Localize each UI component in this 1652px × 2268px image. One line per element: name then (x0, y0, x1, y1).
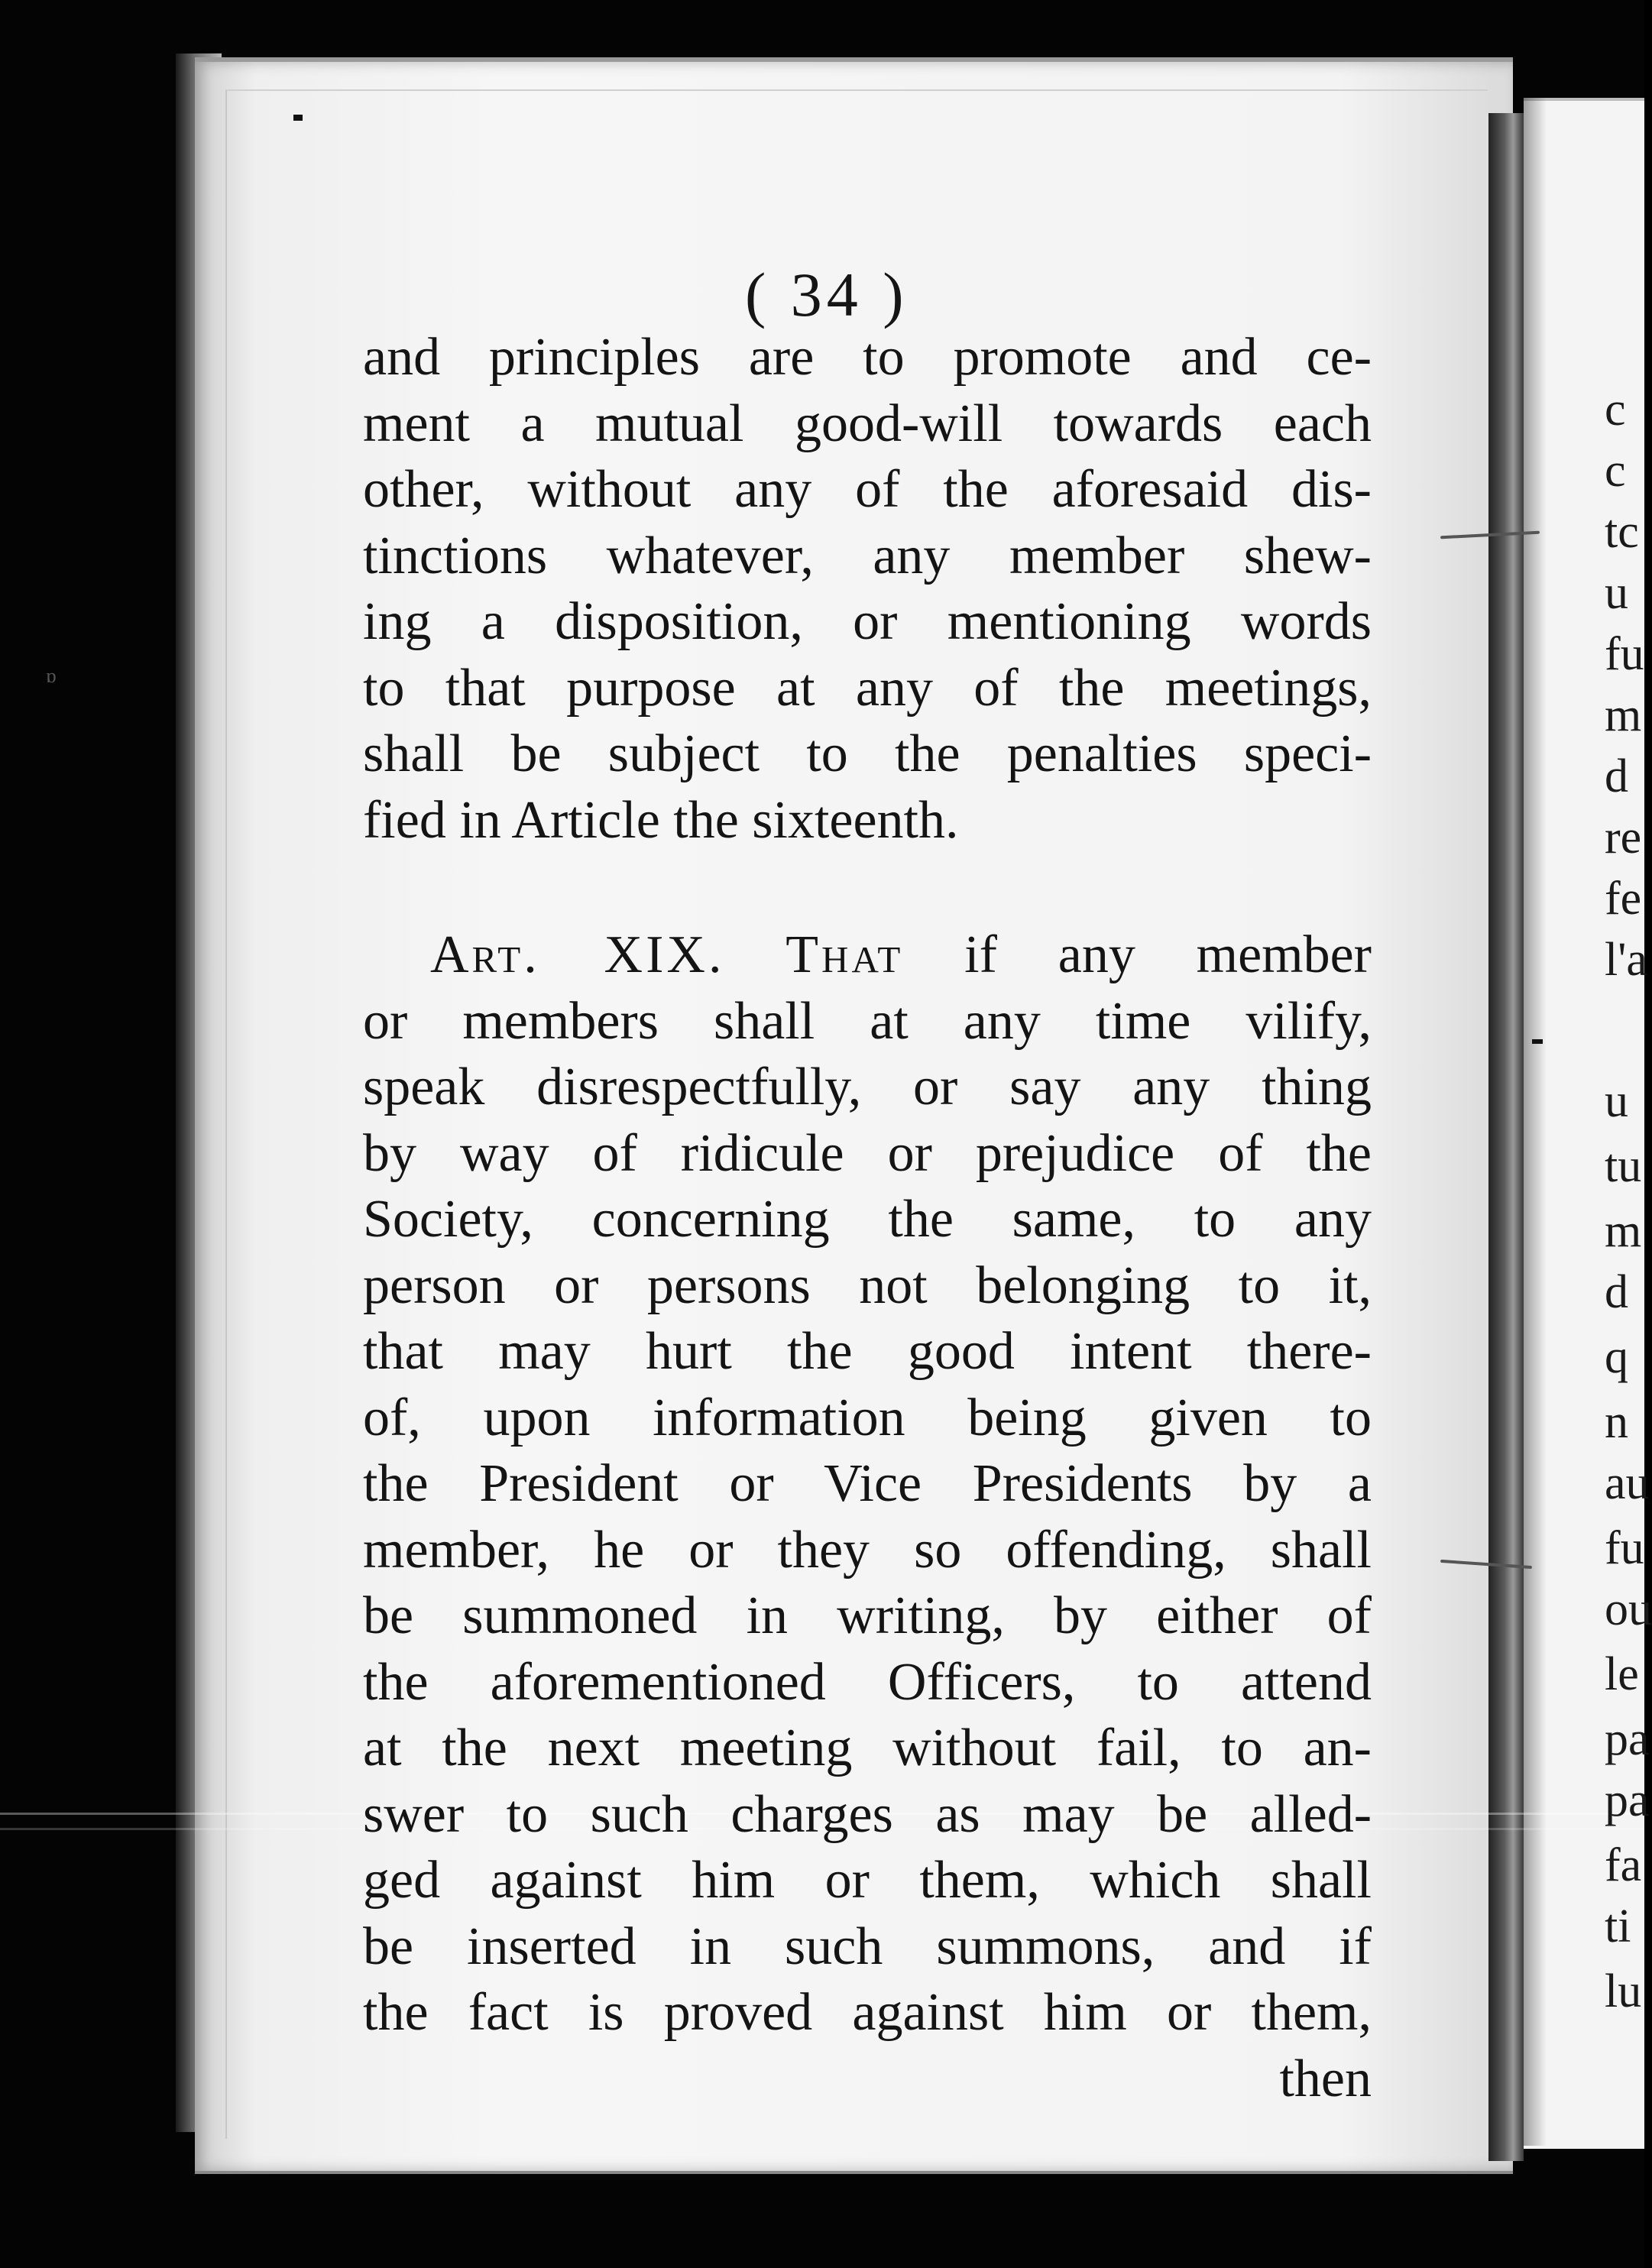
dust-speck: ɒ (46, 665, 57, 687)
facing-page-fragment: q (1605, 1331, 1628, 1383)
text-line: ing a disposition, or mentioning words (363, 592, 1372, 651)
text-line: of, upon information being given to (363, 1388, 1372, 1447)
facing-page-fragment: m (1605, 1205, 1642, 1257)
text-line: Society, concerning the same, to any (363, 1190, 1372, 1249)
facing-page-fragment: c (1605, 445, 1626, 497)
facing-page-fragment: pa (1605, 1774, 1650, 1826)
article-label: Art. XIX. (430, 925, 725, 984)
facing-page-fragment: fa (1605, 1839, 1642, 1891)
facing-page-fragment: l'a (1605, 934, 1647, 986)
text-line: tinctions whatever, any member shew- (363, 526, 1372, 585)
facing-page-fragment: au (1605, 1457, 1650, 1509)
catchword: then (1279, 2049, 1372, 2108)
facing-page-fragment: u (1605, 1075, 1628, 1127)
text-line: the fact is proved against him or them, (363, 1983, 1372, 2042)
facing-page-fragment: n (1605, 1396, 1628, 1448)
paragraph-gap (363, 854, 1372, 922)
text-line: shall be subject to the penalties speci- (363, 724, 1372, 783)
text-line: swer to such charges as may be alled- (363, 1784, 1372, 1844)
text-line: that may hurt the good intent there- (363, 1322, 1372, 1381)
text-line: person or persons not belonging to it, (363, 1256, 1372, 1315)
facing-page-fragment: le (1605, 1648, 1639, 1700)
facing-page-fragment: m (1605, 689, 1642, 741)
text-line: to that purpose at any of the meetings, (363, 658, 1372, 718)
facing-page-fragment: tu (1605, 1140, 1642, 1192)
facing-page-fragment: u (1605, 567, 1628, 619)
page-number: ( 34 ) (745, 260, 909, 329)
ink-speck (293, 115, 303, 121)
book-gutter (1488, 113, 1524, 2161)
text-line: fied in Article the sixteenth. (363, 790, 959, 850)
text-line: ged against him or them, which shall (363, 1851, 1372, 1910)
text-line: at the next meeting without fail, to an- (363, 1719, 1372, 1777)
text-fragment: if any member (964, 925, 1372, 984)
text-line: other, without any of the aforesaid dis- (363, 460, 1372, 519)
facing-page-fragment: ti (1605, 1900, 1631, 1952)
facing-page-fragment: ou (1605, 1583, 1652, 1635)
facing-page-fragment: re (1605, 812, 1642, 863)
facing-page-fragment: d (1605, 750, 1628, 802)
text-line: the aforementioned Officers, to attend (363, 1652, 1372, 1712)
text-line: be inserted in such summons, and if (363, 1916, 1372, 1976)
ink-speck (1532, 1039, 1543, 1044)
facing-page-text (1605, 0, 1652, 2268)
article-heading-line (363, 922, 1372, 989)
facing-page-fragment: fu (1605, 1522, 1644, 1574)
facing-page-fragment: d (1605, 1266, 1628, 1318)
lead-word: That (786, 925, 904, 984)
text-line: or members shall at any time vilify, (363, 991, 1372, 1051)
text-line: speak disrespectfully, or say any thing (363, 1058, 1372, 1116)
facing-page-shadow (1524, 98, 1547, 2146)
page-body (363, 325, 1372, 2112)
text-line: be summoned in writing, by either of (363, 1586, 1372, 1645)
facing-page-fragment: fu (1605, 628, 1644, 680)
text-line: by way of ridicule or prejudice of the (363, 1123, 1372, 1183)
facing-page-fragment: c (1605, 384, 1626, 436)
facing-page-fragment: tc (1605, 506, 1639, 558)
facing-page-fragment: pa (1605, 1713, 1650, 1765)
text-line: the President or Vice Presidents by a (363, 1454, 1372, 1513)
text-line: ment a mutual good-will towards each (363, 394, 1372, 453)
facing-page-fragment: lu (1605, 1965, 1642, 2017)
text-line: member, he or they so offending, shall (363, 1520, 1372, 1580)
facing-page-fragment: fe (1605, 873, 1642, 925)
text-line: and principles are to promote and ce- (363, 328, 1372, 387)
